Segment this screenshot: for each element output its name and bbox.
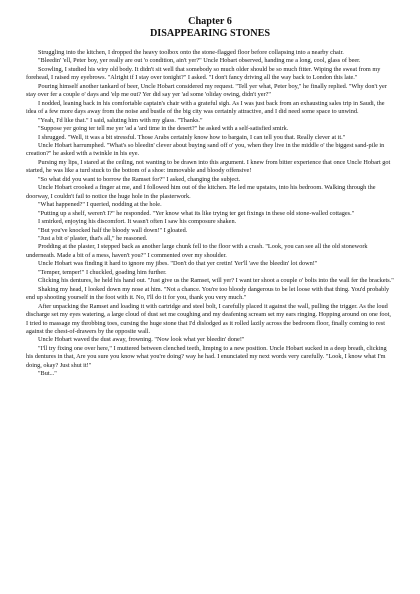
paragraph: "But..." <box>38 370 57 378</box>
paragraph: "What happened?" I queried, nodding at the hole. <box>38 201 162 209</box>
paragraph: Shaking my head, I looked down my nose at him. "Not a chance. You're too bloody dangerous to be let loose with that thing. You'd probably end up shooting yourself in the foot with it. No, I'll do it for you, thank you very much." <box>26 285 390 302</box>
paragraph: Uncle Hobart waved the dust away, frowning. "Now look what yer bleedin' done!" <box>38 336 245 344</box>
paragraph: "Putting up a shelf, weren't I?" he responded. "Yer know what its like trying ter get fixings in these old stone-walled cottages." <box>38 209 355 217</box>
paragraph: Struggling into the kitchen, I dropped the heavy toolbox onto the stone-flagged floor before collapsing into a nearby chair. <box>38 49 344 56</box>
paragraph: I smirked, enjoying his discomfort. It wasn't often I saw his composure shaken. <box>38 218 237 226</box>
paragraph: Uncle Hobart crooked a finger at me, and I followed him out of the kitchen. He led me upstairs, into his bedroom. Walking through the doorway, I couldn't fail to notice the huge hole in the plasterwork. <box>26 184 376 200</box>
paragraph: Clicking his dentures, he held his hand out. "Just give us the Ramset, will yer? I want ter shoot a couple o' bolts into the wall fer the brackets." <box>38 277 394 285</box>
paragraph: Scowling, I studied his wiry old body. It didn't sit well that somebody so much older should be so much fitter. Wiping the sweat from my forehead, I raised my eyebrows. "Alright if I stay over tonight?" I asked. "I don't fancy driving all the way back to London this late." <box>26 65 381 82</box>
paragraph: "Just a bit o' plaster, that's all," he reasoned. <box>38 234 148 242</box>
chapter-body <box>26 49 394 379</box>
paragraph: "So what did you want to borrow the Ramset for?" I asked, changing the subject. <box>38 175 241 183</box>
chapter-heading: Chapter 6 <box>188 16 232 27</box>
paragraph: Prodding at the plaster, I stepped back as another large chunk fell to the floor with a crash. "Look, you can see all the old stonework underneath. Made a bit of a mess, haven't you?" I commented over my shoulder. <box>26 243 368 259</box>
paragraph: Pursing my lips, I stared at the ceiling, not wanting to be drawn into this argument. I knew from bitter experience that once Uncle Hobart got started, he was like a turd stuck to the bottom of a shoe: immovable and bloody offensive! <box>26 158 391 175</box>
paragraph: "Yeah, I'd like that." I said, saluting him with my glass. "Thanks." <box>38 116 203 124</box>
paragraph: "Suppose yer going ter tell me yer 'ad a 'ard time in the desert?" he asked with a self-satisfied smirk. <box>38 125 289 133</box>
paragraph: Uncle Hobart was finding it hard to ignore my jibes. "Don't do that yer cretin! Yer'll 'ave the bleedin' lot down!" <box>38 260 318 268</box>
paragraph: "I'll try fixing one over here," I muttered between clenched teeth, limping to a new position. Uncle Hobart sucked in a deep breath, clicking his dentures in that, Are you sure you know what you're doing? way he had. I enunciated my next words very carefully. "Look, I know what I'm doing, okay? Just shut it!" <box>26 344 387 369</box>
paragraph: Pouring himself another tankard of beer, Uncle Hobart considered my request. "Tell yer what, Peter boy," he finally replied. "Why don't yer stay over fer a couple o' days and 'elp me out? Yer did say yer 'ad some 'oliday owing, didn't yer?" <box>26 82 387 99</box>
paragraph: After unpacking the Ramset and loading it with cartridge and steel bolt, I carefully placed it against the wall, pulling the trigger. As the loud discharge set my eyes watering, a large cloud of dust set me coughing and my deafening scream set my ears ringing. Hopping around on one foot, I tried to massage my throbbing toes, cursing the huge stone that I'd dislodged as it rolled lazily across the bedroom floor, finally coming to rest against the chest-of-drawers by the opposite wall. <box>26 302 391 335</box>
paragraph: "Temper, temper!" I chuckled, goading him further. <box>38 268 167 276</box>
chapter-title: DISAPPEARING STONES <box>149 27 271 39</box>
paragraph: I nodded, leaning back in his comfortable captain's chair with a grateful sigh. As I was just back from an exhausting sales trip in Saudi, the idea of a few more days away from the noise and bustle of the big city was certainly attractive, and I did need some space to unwind. <box>26 99 385 116</box>
paragraph: Uncle Hobart harrumphed. "What's so bleedin' clever about buying sand off o' you, when they live in the middle o' the biggest sand-pile in creation?" he asked with a twinkle in his eye. <box>26 141 385 158</box>
paragraph: "Bleedin' 'ell, Peter boy, yer really are out 'o condition, ain't yer?" Uncle Hobart observed, handing me a long, cool, glass of beer. <box>38 57 361 65</box>
paragraph: I shrugged. "Well, it was a bit stressful. Those Arabs certainly know how to bargain, I can tell you that. Really clever at it." <box>38 133 346 141</box>
paragraph: "But you've knocked half the bloody wall down!" I gloated. <box>38 226 188 234</box>
